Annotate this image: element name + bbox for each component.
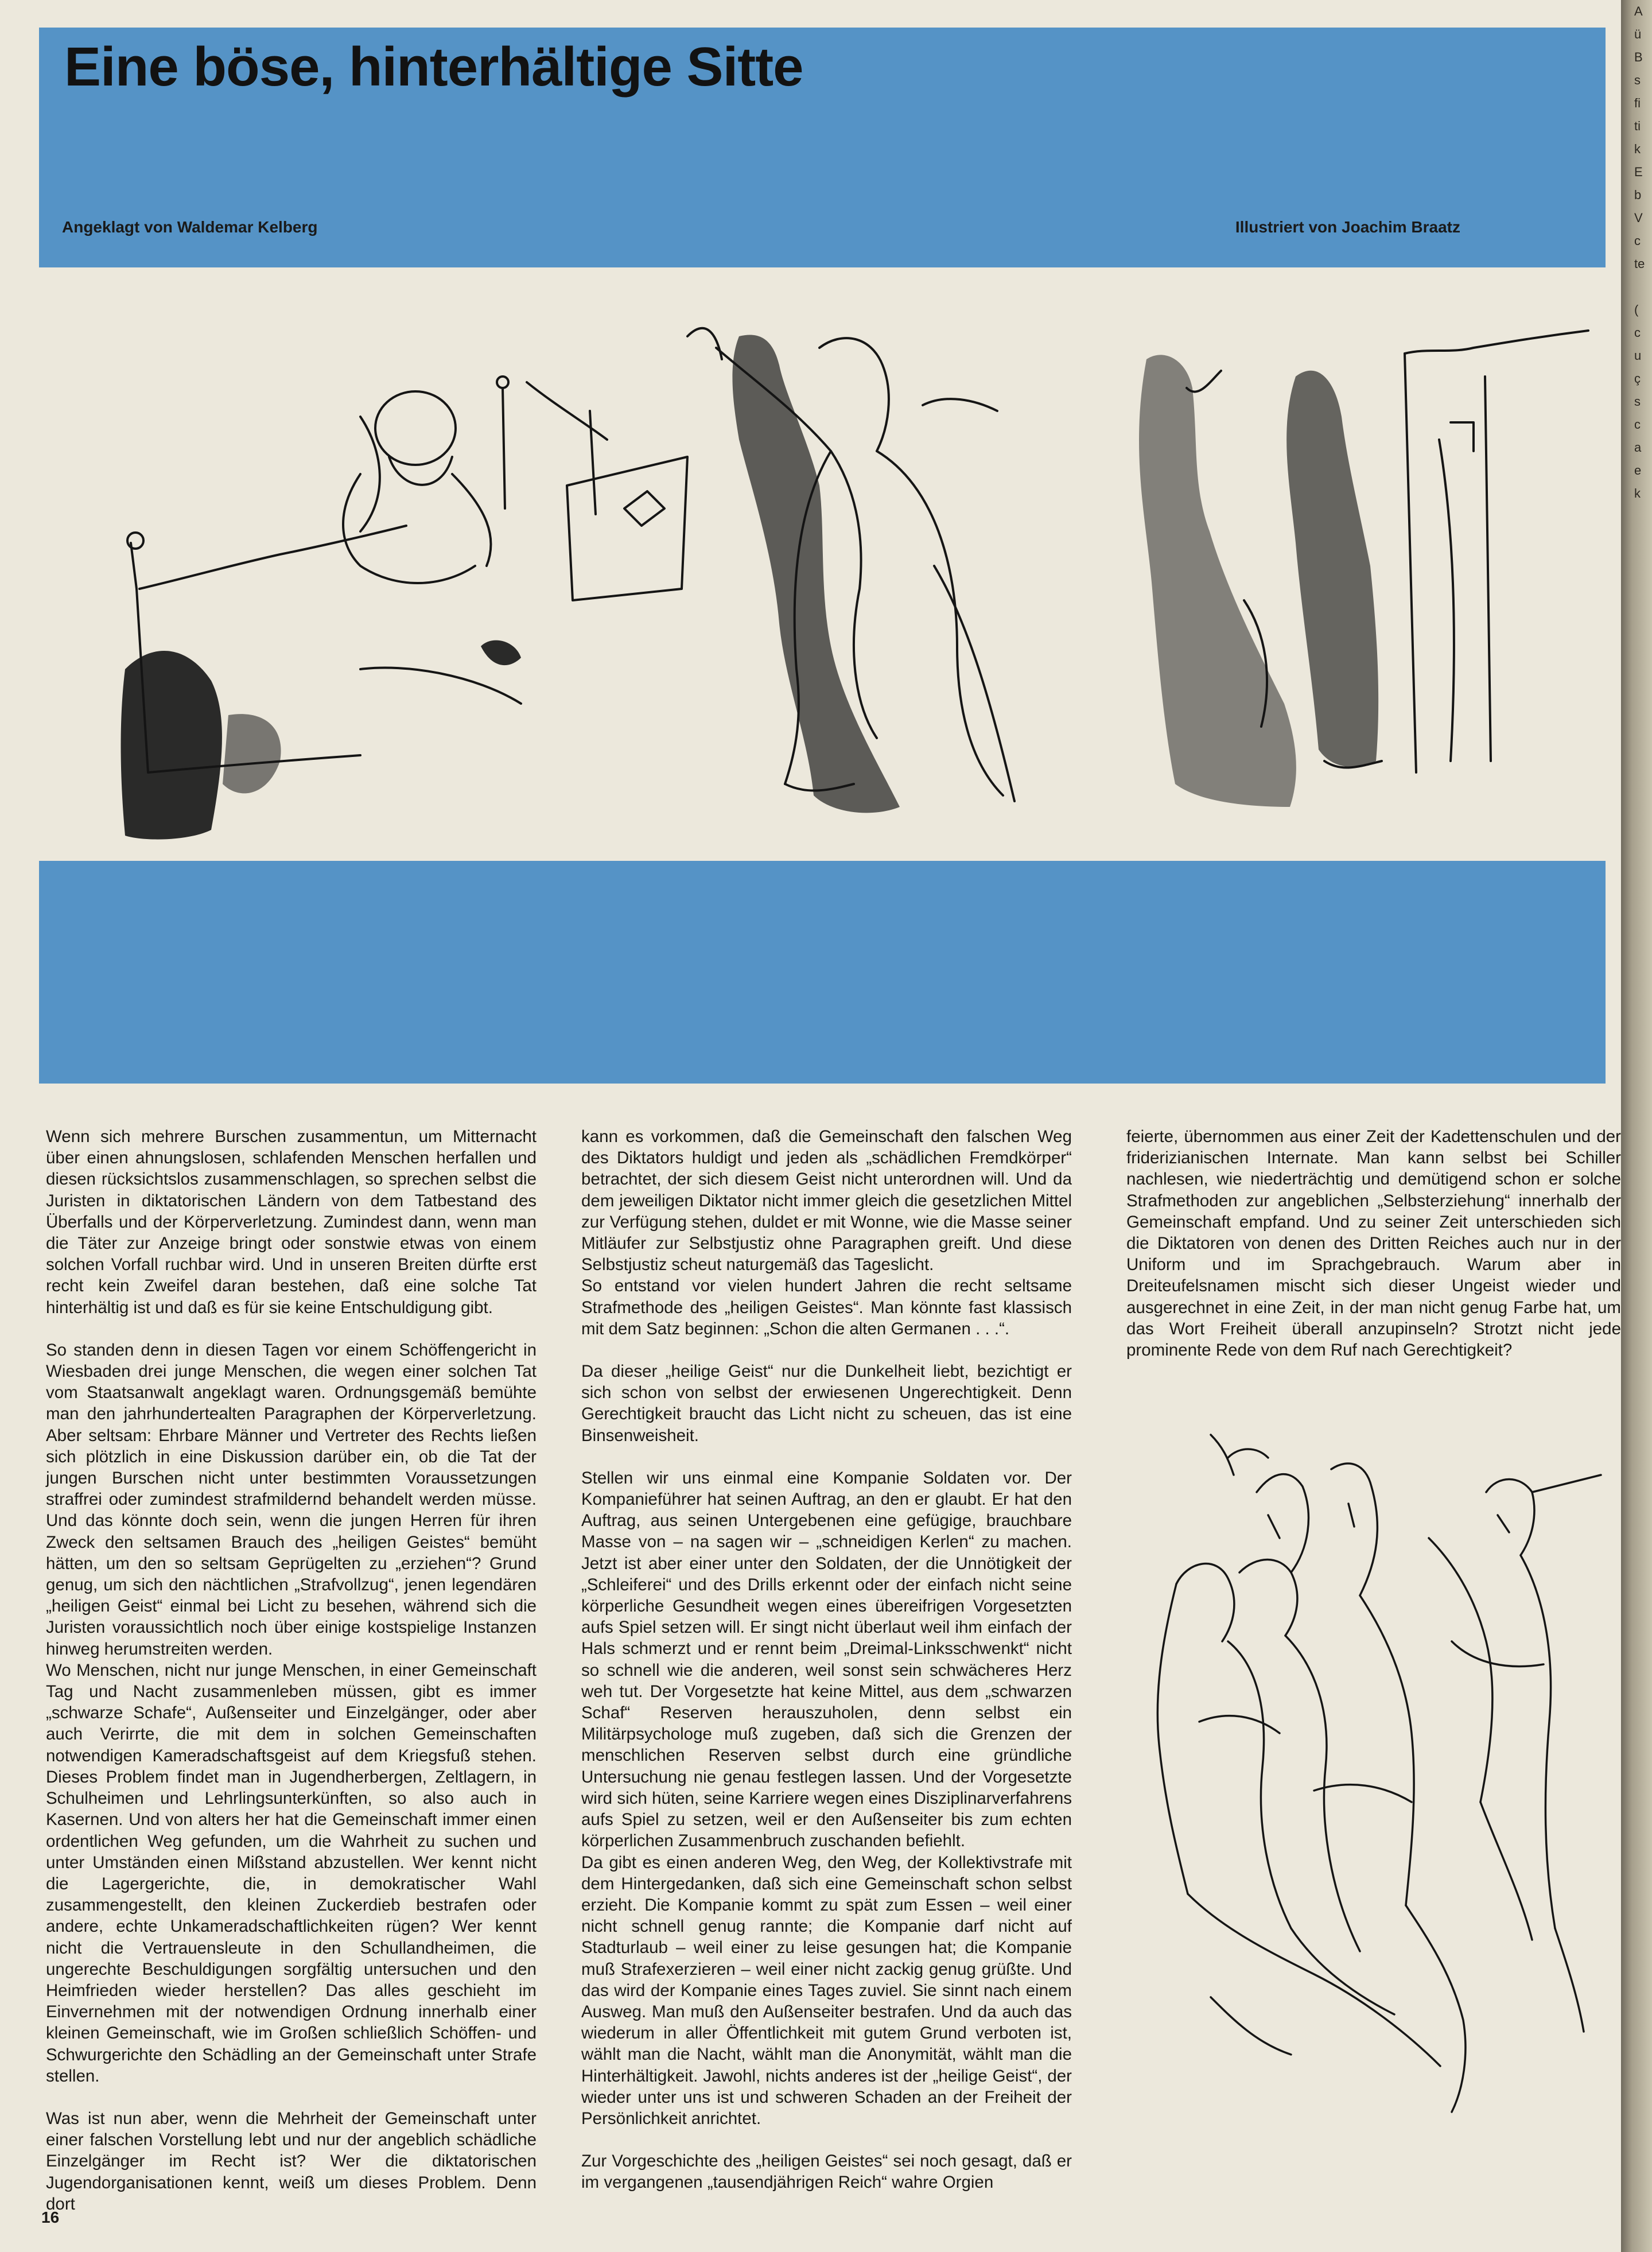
edge-fragment (1634, 275, 1652, 298)
illustrator-credit: Illustriert von Joachim Braatz (1235, 218, 1460, 236)
article-title: Eine böse, hinterhältige Sitte (64, 36, 803, 98)
edge-fragment: u (1634, 348, 1642, 363)
edge-fragment: e (1634, 463, 1642, 477)
paragraph: Zur Vorgeschichte des „heiligen Geistes“ sei noch gesagt, daß er im vergangenen „tausendjährigen Reich“ wahre Orgien (581, 2152, 1072, 2192)
ink-illustration-dormitory (39, 267, 1606, 861)
paragraph: Stellen wir uns einmal eine Kompanie Soldaten vor. Der Kompanieführer hat seinen Auftrag, an den er glaubt. Er hat den Auftrag, aus seinen Untergebenen eine gefügige, brauchbare Masse von – na sagen wir – „schneidigen Kerlen“ zu machen. Jetzt ist aber einer unter den Soldaten, der die Unnötigkeit der „Schleiferei“ und des Drills erkennt oder der einfach nicht seine körperliche Gesundheit wegen eines übereifrigen Vorgesetzten aufs Spiel setzen will. Er singt nicht überlaut weil ihm einfach der Hals schmerzt und er rennt beim „Dreimal-Linksschwenkt“ nicht so schnell wie die anderen, weil sonst sein schwächeres Herz weh tut. Der Vorgesetzte hat keine Mittel, aus dem „schwarzen Schaf“ Reserven herauszuholen, denn selbst ein Militärpsychologe muß zugeben, daß sich die Grenzen der menschlichen Reserven selbst durch eine gründliche Untersuchung nie genau festlegen lassen. Und der Vorgesetzte wird sich hüten, seine Karriere wegen eines Disziplinarverfahrens aufs Spiel zu setzen, weil er den Außenseiter bis zum echten körperlichen Zusammenbruch zuschanden befiehlt. (581, 1468, 1072, 1851)
paragraph: So entstand vor vielen hundert Jahren die recht seltsame Strafmethode des „heiligen Geistes“. Man könnte fast klassisch mit dem Satz beginnen: „Schon die alten Germanen . . .“. (581, 1276, 1072, 1338)
edge-fragment: b (1634, 188, 1642, 202)
ink-illustration-group (1142, 1423, 1612, 2123)
edge-fragment: ti (1634, 119, 1641, 133)
edge-fragment: fi (1634, 96, 1641, 110)
edge-fragment: s (1634, 394, 1641, 409)
edge-fragment: te (1634, 257, 1645, 271)
text-column-1 (46, 1126, 537, 2215)
edge-fragment: E (1634, 165, 1643, 179)
paragraph: Wenn sich mehrere Burschen zusammentun, um Mitternacht über einen ahnungslosen, schlafenden Menschen herfallen und diesen rücksichtslos zusammenschlagen, so sprechen selbst die Juristen in diktatorischen Ländern von dem Tatbestand des Überfalls und der Körperverletzung. Zumindest dann, wenn man die Täter zur Anzeige bringt oder sonstwie etwas von einem solchen Vorfall ruchbar wird. Und in unseren Breiten dürfte erst recht kein Zweifel daran bestehen, daß eine solche Tat hinterhältig ist und daß es für sie keine Entschuldigung gibt. (46, 1127, 537, 1317)
edge-fragment: ç (1634, 371, 1641, 386)
edge-fragment: a (1634, 440, 1642, 455)
paragraph: feierte, übernommen aus einer Zeit der Kadettenschulen und der friderizianischen Internate. Man kann selbst bei Schiller nachlesen, wie niederträchtig und demütigend schon er solche Strafmethoden zur angeblichen „Selbsterziehung“ innerhalb der Gemeinschaft empfand. Und zu seiner Zeit unterschieden sich die Diktatoren von denen des Dritten Reiches auch nur in der Uniform und im Sprachgebrauch. Warum aber in Dreiteufelsnamen mischt sich dieser Ungeist wieder und ausgerechnet in eine Zeit, in der man nicht genug Farbe hat, um das Wort Freiheit überall anzupinseln? Strotzt nicht jede prominente Rede von dem Ruf nach Gerechtigkeit? (1126, 1127, 1621, 1360)
text-column-2 (581, 1126, 1072, 2193)
edge-fragment: c (1634, 417, 1641, 432)
edge-fragment: V (1634, 211, 1643, 225)
edge-fragment: k (1634, 486, 1641, 500)
edge-fragment: c (1634, 325, 1641, 340)
author-credit: Angeklagt von Waldemar Kelberg (62, 218, 318, 236)
edge-fragment: s (1634, 73, 1641, 87)
paragraph: kann es vorkommen, daß die Gemeinschaft den falschen Weg des Diktators huldigt und jeden als „schädlichen Fremdkörper“ betrachtet, der sich diesem Geist nicht unterordnen will. Und da dem jeweiligen Diktator nicht immer gleich die gesetzlichen Mittel zur Verfügung stehen, duldet er mit Wonne, wie die Masse seiner Mitläufer zur Selbstjustiz ohne Paragraphen greift. Und diese Selbstjustiz scheut naturgemäß das Tageslicht. (581, 1127, 1072, 1275)
paragraph: Da gibt es einen anderen Weg, den Weg, der Kollektivstrafe mit dem Hintergedanken, daß sich eine Gemeinschaft schon selbst erzieht. Die Kompanie kommt zu spät zum Essen – weil einer nicht schnell genug rannte; die Kompanie darf nicht auf Stadturlaub – weil einer zu leise gesungen hat; die Kompanie muß Strafexerzieren – weil einer nicht zackig genug grüßte. Und das wird der Kompanie eines Tages zuviel. Sie sinnt nach einem Ausweg. Man muß den Außenseiter bestrafen. Und da auch das wiederum in aller Öffentlichkeit mit gutem Grund verboten ist, wählt man die Nacht, wählt man die Anonymität, wählt man die Hinterhältigkeit. Jawohl, nichts anderes ist der „heilige Geist“, der wieder unter uns ist und schweren Schaden an der Freiheit der Persönlichkeit anrichtet. (581, 1853, 1072, 2128)
edge-fragment: A (1634, 4, 1643, 18)
edge-fragment: B (1634, 50, 1643, 64)
page-number: 16 (41, 2208, 60, 2226)
paragraph: Was ist nun aber, wenn die Mehrheit der Gemeinschaft unter einer falschen Vorstellung lebt und nur der angeblich schädliche Einzelgänger im Recht ist? Wer die diktatorischen Jugendorganisationen kennt, weiß um dieses Problem. Denn dort (46, 2109, 537, 2214)
paragraph: So standen denn in diesen Tagen vor einem Schöffengericht in Wiesbaden drei junge Menschen, die wegen einer solchen Tat vom Staatsanwalt angeklagt waren. Ordnungsgemäß bemühte man den jahrhundertealten Paragraphen der Körperverletzung. Aber seltsam: Ehrbare Männer und Vertreter des Rechts ließen sich plötzlich in eine Diskussion darüber ein, ob die Tat der jungen Burschen nicht unter bestimmten Voraussetzungen straffrei oder zumindest strafmildernd behandelt werden müsse. Und das könnte doch sein, wenn die jungen Herren für ihren Zweck den seltsamen Brauch des „heiligen Geistes“ bemüht hätten, um den so seltsam Geprügelten zu „erziehen“? Grund genug, um sich den nächtlichen „Strafvollzug“, jenen legendären „heiligen Geist“ einmal bei Licht zu besehen, während sich die Juristen voraussichtlich noch über einige kostspielige Instanzen hinweg herumstreiten werden. (46, 1340, 537, 1659)
color-band (39, 861, 1606, 1084)
paragraph: Da dieser „heilige Geist“ nur die Dunkelheit liebt, bezichtigt er sich schon von selbst der erwiesenen Ungerechtigkeit. Denn Gerechtigkeit braucht das Licht nicht zu scheuen, das ist eine Binsenweisheit. (581, 1362, 1072, 1445)
paragraph: Wo Menschen, nicht nur junge Menschen, in einer Gemeinschaft Tag und Nacht zusammenleben müssen, gibt es immer „schwarze Schafe“, Außenseiter und Einzelgänger, oder aber auch Verirrte, die mit dem in solchen Gemeinschaften notwendigen Kameradschaftsgeist auf dem Kriegsfuß stehen. Dieses Problem findet man in Jugendherbergen, Zeltlagern, in Schulheimen und Lehrlingsunterkünften, so also auch in Kasernen. Und von alters her hat die Gemeinschaft immer einen ordentlichen Weg gefunden, um die Wahrheit zu suchen und unter Umständen einen Mißstand abzustellen. Wer kennt nicht die Lagergerichte, die, in demokratischer Wahl zusammengestellt, den kleinen Zuckerdieb bestrafen oder andere, echte Unkameradschaftlichkeiten rügen? Wer kennt nicht die Vertrauensleute in den Schullandheimen, die ungerechte Beschuldigungen sorgfältig untersuchen und den Heimfrieden wieder herstellen? Das alles geschieht im Einvernehmen mit der notwendigen Ordnung innerhalb einer kleinen Gemeinschaft, wie im Großen schließlich Schöffen- und Schwurgerichte den Schädling an der Gemeinschaft unter Strafe stellen. (46, 1660, 537, 2086)
next-page-edge-text (1634, 0, 1652, 2252)
edge-fragment: k (1634, 142, 1641, 156)
text-column-3 (1126, 1126, 1621, 1361)
edge-fragment: ( (1634, 302, 1639, 317)
edge-fragment: ü (1634, 27, 1642, 41)
edge-fragment: c (1634, 234, 1641, 248)
